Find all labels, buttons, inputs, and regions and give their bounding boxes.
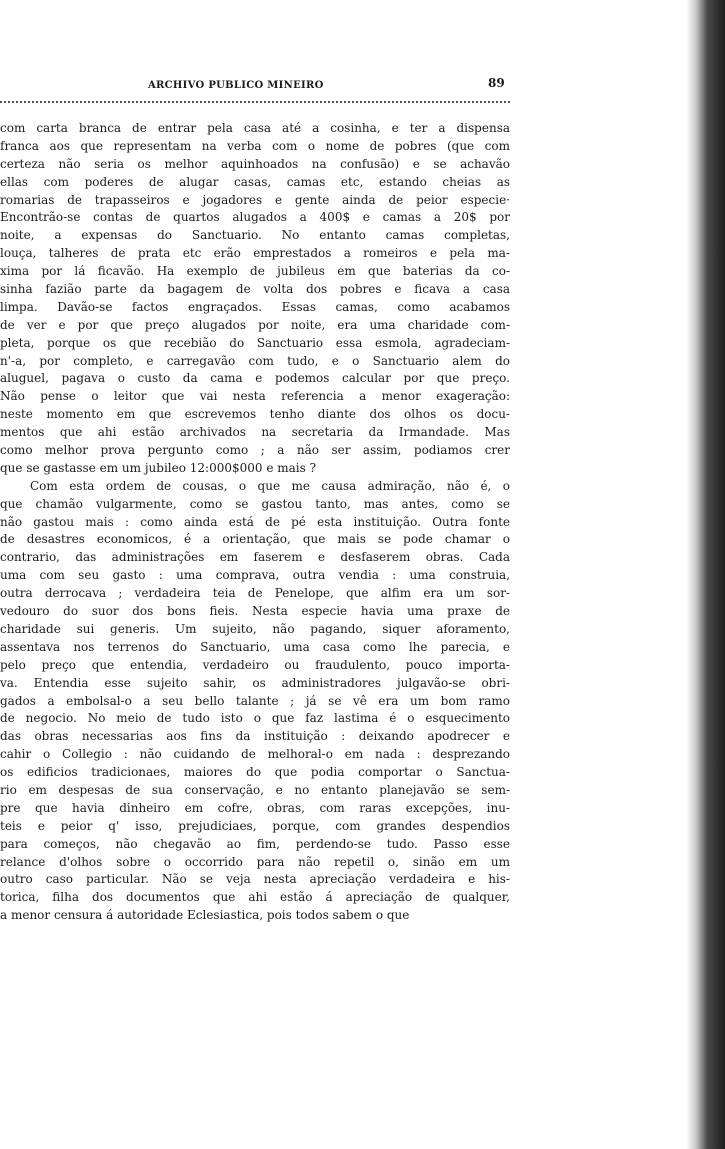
text-line: não gastou mais : como ainda está de pé esta instituição. Outra fonte [0,514,510,529]
text-line: pelo preço que entendia, verdadeiro ou fraudulento, pouco importa- [0,657,510,672]
text-line: mentos que ahi estão archivados na secretaria da Irmandade. Mas [0,425,510,440]
text-line: outro caso particular. Não se veja nesta apreciação verdadeira e his- [0,872,510,887]
text-line: pre que havia dinheiro em cofre, obras, com raras excepções, inu- [0,800,510,815]
text-line: romarias de trapasseiros e jogadores e gente ainda de peior especie· [0,192,510,207]
text-line: das obras necessarias aos fins da instituição : deixando apodrecer e [0,729,510,744]
text-line: torica, filha dos documentos que ahi estão á apreciação de qualquer, [0,890,510,905]
text-line: vedouro do suor dos bons fieis. Nesta especie havia uma praxe de [0,604,510,619]
text-line: neste momento em que escrevemos tenho diante dos olhos os docu- [0,407,510,422]
running-title: ARCHIVO PUBLICO MINEIRO [148,80,324,91]
text-line: de ver e por que preço alugados por noite, era uma charidade com- [0,317,510,332]
text-line: certeza não seria os melhor aquinhoados na confusão) e se achavão [0,156,510,171]
text-line: outra derrocava ; verdadeira teia de Penelope, que alfim era um sor- [0,586,510,601]
text-line: para começos, não chegavão ao fim, perdendo-se tudo. Passo esse [0,836,510,851]
text-line: xima por lá ficavão. Ha exemplo de jubileus em que baterias da co- [0,264,510,279]
text-line: que se gastasse em um jubileo 12:000$000 e mais ? [0,460,317,475]
page-number: 89 [488,76,505,90]
text-line: sinha fazião parte da bagagem de volta dos pobres e ficava a casa [0,282,510,297]
text-line: os edificios tradicionaes, maiores do que podia comportar o Sanctua- [0,765,510,780]
text-line: cahir o Collegio : não cuidando de melhoral-o em nada : desprezando [0,747,510,762]
text-line: com carta branca de entrar pela casa até a cosinha, e ter a dispensa [0,121,510,135]
text-line: limpa. Davão-se factos engraçados. Essas camas, como acabamos [0,299,510,314]
text-line: que chamão vulgarmente, como se gastou tanto, mas antes, como se [0,496,510,511]
text-line: aluguel, pagava o custo da cama e podemos calcular por que preço. [0,371,510,386]
text-line: uma com seu gasto : uma comprava, outra vendia : uma construia, [0,568,510,583]
text-line: pleta, porque os que recebião do Sanctuario essa esmola, agradeciam- [0,335,510,350]
text-line: a menor censura á autoridade Eclesiastica, pois todos sabem o que [0,908,410,923]
text-line: noite, a expensas do Sanctuario. No entanto camas completas, [0,228,510,243]
body-text [0,120,510,925]
text-line: como melhor prova pergunto como ; a não ser assim, podiamos crer [0,443,510,458]
text-line: assentava nos terrenos do Sanctuario, uma casa como lhe parecia, e [0,639,510,654]
text-line: va. Entendia esse sujeito sahir, os administradores julgavão-se obri- [0,675,510,690]
text-line: Encontrão-se contas de quartos alugados a 400$ e camas a 20$ por [0,210,510,225]
text-line: Com esta ordem de cousas, o que me causa admiração, não é, o [30,478,510,493]
page-header [0,76,508,98]
text-line: de negocio. No meio de tudo isto o que faz lastima é o esquecimento [0,711,510,726]
text-line: rio em despesas de sua conservação, e no entanto planejavão se sem- [0,782,510,797]
text-line: charidade sui generis. Um sujeito, não pagando, siquer aforamento, [0,621,510,636]
text-line: ellas com poderes de alugar casas, camas etc, estando cheias as [0,174,510,189]
text-line: louça, talheres de prata etc erão emprestados a romeiros e pela ma- [0,246,510,261]
text-line: teis e peior q' isso, prejudiciaes, porque, com grandes despendios [0,818,510,833]
text-line: contrario, das administrações em faserem e desfaserem obras. Cada [0,550,510,565]
text-line: franca aos que representam na verba com o nome de pobres (que com [0,138,510,153]
header-rule [0,101,510,103]
text-line: relance d'olhos sobre o occorrido para não repetil o, sinão em um [0,854,510,869]
book-binding-shadow [686,0,725,1149]
text-line: de desastres economicos, é a orientação, que mais se pode chamar o [0,532,510,547]
text-line: n'-a, por completo, e carregavão com tudo, e o Sanctuario alem do [0,353,510,368]
text-line: Não pense o leitor que vai nesta referencia a menor exageração: [0,389,510,404]
text-line: gados a embolsal-o a seu bello talante ; já se vê era um bom ramo [0,693,510,708]
